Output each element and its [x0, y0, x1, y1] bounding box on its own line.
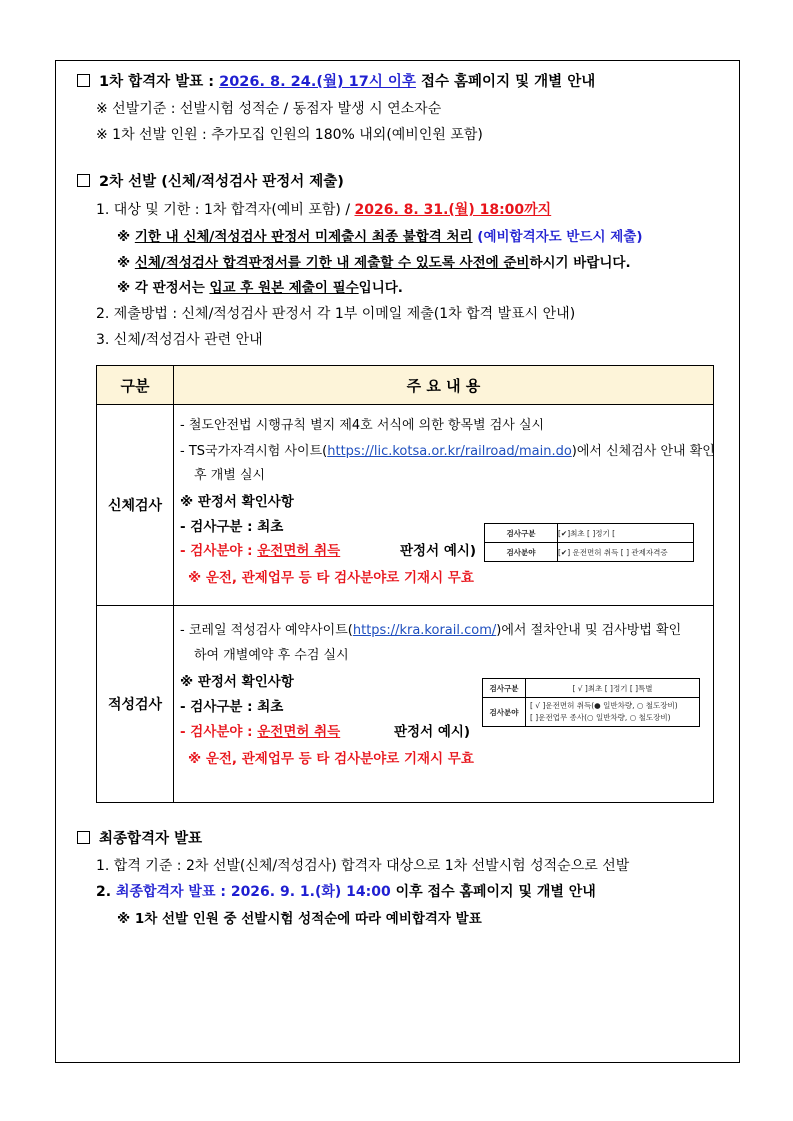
- warning-line3: ※ 각 판정서는 입교 후 원본 제출이 필수입니다.: [117, 280, 403, 296]
- section1-heading: 1차 합격자 발표 : 2026. 8. 24.(월) 17시 이후 접수 홈페이지 및 개별 안내: [77, 72, 595, 92]
- announce-date: 2026. 8. 24.(월) 17시 이후: [219, 74, 416, 90]
- section3-item2: 2. 최종합격자 발표 : 2026. 9. 1.(화) 14:00 이후 접수 홈페이지 및 개별 안내: [96, 884, 596, 900]
- section2-item2: 2. 제출방법 : 신체/적성검사 판정서 각 1부 이메일 제출(1차 합격 발표시 안내): [96, 306, 576, 322]
- checkbox-square-icon: [77, 831, 90, 844]
- physical-form-example: 검사구분 [✔]최초 [ ]정기 [ 검사분야 [✔] 운전면허 취득 [ ] 관제자격증: [484, 523, 694, 562]
- table-header-content: 주 요 내 용: [174, 366, 714, 405]
- physical-invalid-warning: ※ 운전, 관제업무 등 타 검사분야로 기재시 무효: [188, 570, 474, 586]
- selection-criteria-note: ※ 선발기준 : 선발시험 성적순 / 동점자 발생 시 연소자순: [96, 101, 442, 117]
- table-header-category: 구분: [97, 366, 174, 405]
- aptitude-exam-content: - 코레일 적성검사 예약사이트(https://kra.korail.com/)에서 절차안내 및 검사방법 확인 하여 개별예약 후 수검 실시 ※ 판정서 확인사항 - 검사구분 : 최초 - 검사분야 : 운전면허 취득 판정서 예시) 검사구분 [ √ ]최초 [ ]정기 [ ]특별 검사분야 [ √ ]운전면허 취득(● 일반차량, ○ 철도장비) [ ]운전업무 종사(○ 일반차량, ○ 철도장비) ※ 운전, 관제업무 등 타 검사분야로 기재시 무효: [174, 606, 714, 803]
- aptitude-form-example: 검사구분 [ √ ]최초 [ ]정기 [ ]특별 검사분야 [ √ ]운전면허 취득(● 일반차량, ○ 철도장비) [ ]운전업무 종사(○ 일반차량, ○ 철도장비): [482, 678, 700, 727]
- korail-link[interactable]: https://kra.korail.com/: [352, 623, 497, 638]
- section2-item1: 1. 대상 및 기한 : 1차 합격자(예비 포함) / 2026. 8. 31.(월) 18:00까지: [96, 202, 552, 218]
- exam-info-table: [96, 365, 714, 803]
- aptitude-exam-label: 적성검사: [97, 606, 174, 803]
- checkbox-square-icon: [77, 174, 90, 187]
- aptitude-invalid-warning: ※ 운전, 관제업무 등 타 검사분야로 기재시 무효: [188, 751, 474, 767]
- section3-heading: 최종합격자 발표: [77, 829, 202, 849]
- selection-count-note: ※ 1차 선발 인원 : 추가모집 인원의 180% 내외(예비인원 포함): [96, 127, 483, 143]
- kotsa-link[interactable]: https://lic.kotsa.or.kr/railroad/main.do: [327, 444, 572, 459]
- checkbox-square-icon: [77, 74, 90, 87]
- section2-heading: 2차 선발 (신체/적성검사 판정서 제출): [77, 172, 344, 192]
- physical-exam-content: - 철도안전법 시행규칙 별지 제4호 서식에 의한 항목별 검사 실시 - TS국가자격시험 사이트(https://lic.kotsa.or.kr/railroad/main.do)에서 신체검사 안내 확인 후 개별 실시 ※ 판정서 확인사항 - 검사구분 : 최초 - 검사분야 : 운전면허 취득 판정서 예시) 검사구분 [✔]최초 [ ]정기 [ 검사분야 [✔] 운전면허 취득 [ ] 관제자격증 ※ 운전, 관제업무 등 타 검사분야로 기재시 무효: [174, 405, 714, 606]
- section3-note: ※ 1차 선발 인원 중 선발시험 성적순에 따라 예비합격자 발표: [117, 911, 482, 927]
- deadline-date: 2026. 8. 31.(월) 18:00까지: [354, 202, 552, 218]
- section3-item1: 1. 합격 기준 : 2차 선발(신체/적성검사) 합격자 대상으로 1차 선발시험 성적순으로 선발: [96, 858, 630, 874]
- warning-line2: ※ 신체/적성검사 합격판정서를 기한 내 제출할 수 있도록 사전에 준비하시기 바랍니다.: [117, 255, 631, 271]
- warning-line1: ※ 기한 내 신체/적성검사 판정서 미제출시 최종 불합격 처리 (예비합격자도 반드시 제출): [117, 229, 643, 245]
- physical-exam-label: 신체검사: [97, 405, 174, 606]
- final-announce-date: 최종합격자 발표 : 2026. 9. 1.(화) 14:00: [115, 884, 391, 900]
- section2-item3: 3. 신체/적성검사 관련 안내: [96, 332, 263, 348]
